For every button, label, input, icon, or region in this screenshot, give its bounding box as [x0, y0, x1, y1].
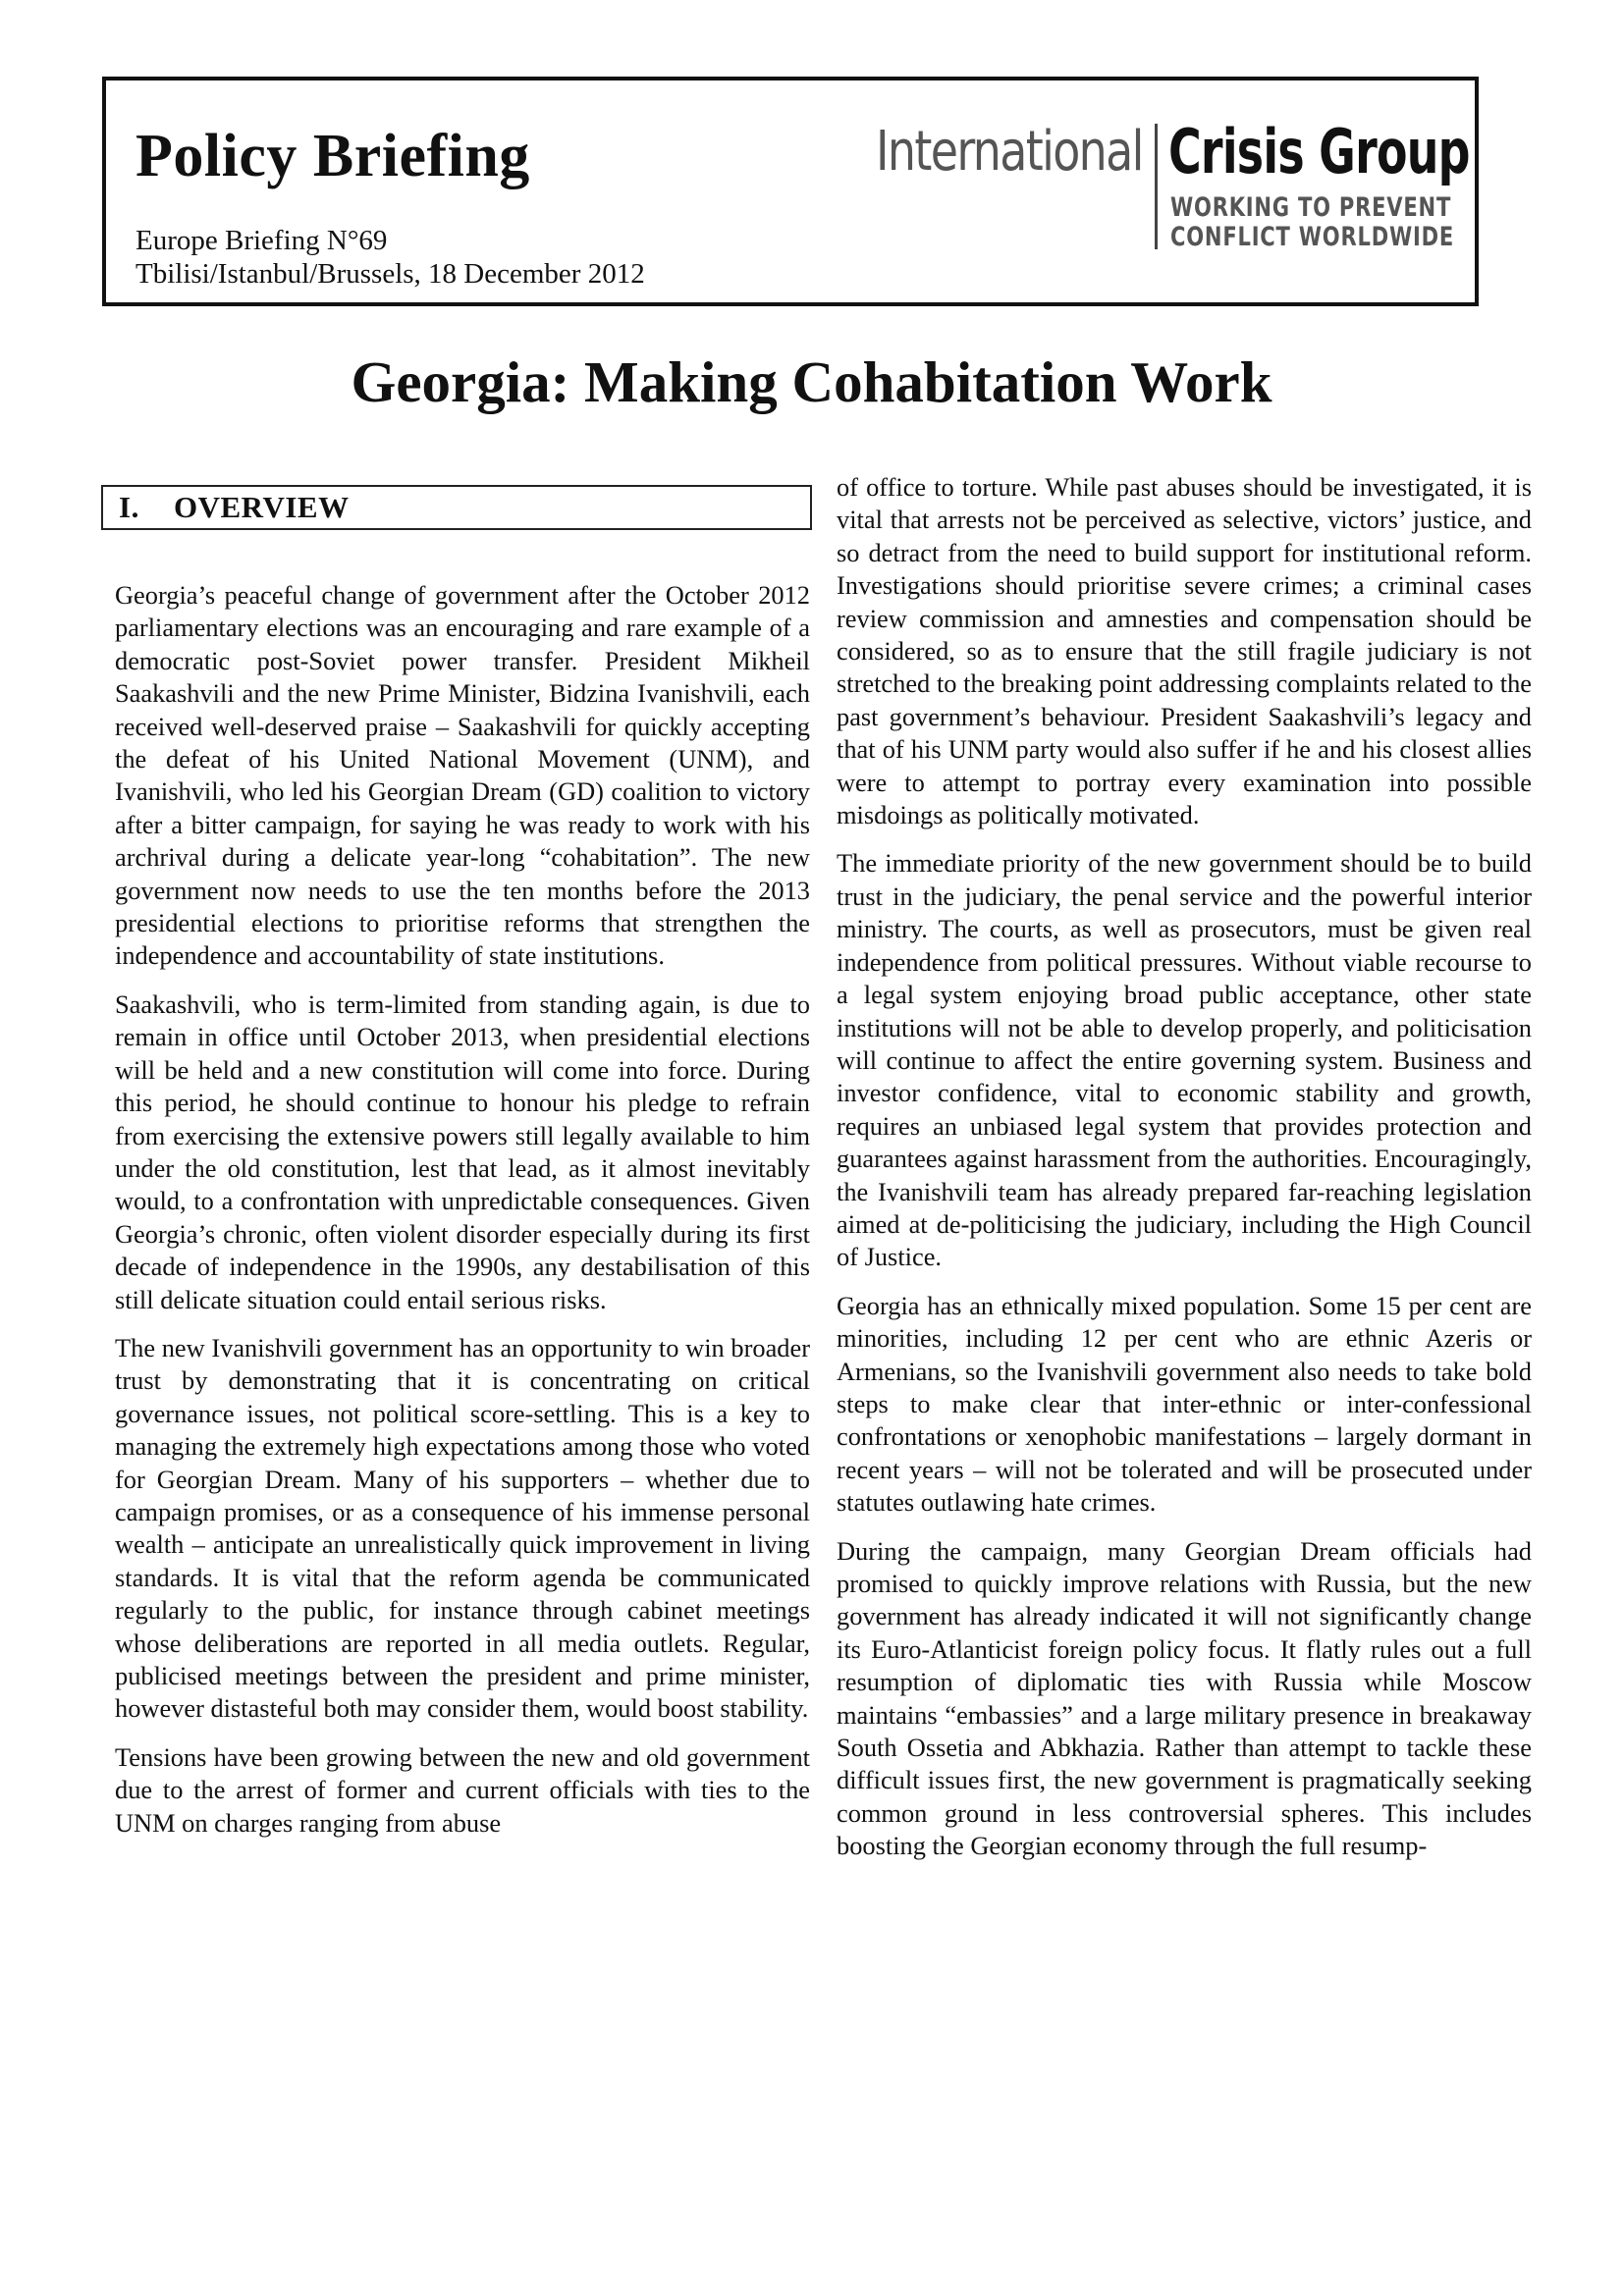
crisis-group-logo	[876, 116, 1470, 257]
paragraph: The immediate priority of the new government should be to build trust in the judiciary, the penal service and the powerful interior ministry. The courts, as well as prosecutors, must be given real independence from political pressures. Without viable recourse to a legal system enjoying broad public acceptance, other state institutions will not be able to develop properly, and politicisation will continue to affect the entire governing system. Business and investor confidence, vital to economic stability and growth, requires an unbiased legal system that provides protection and guarantees against harassment from the authorities. Encouragingly, the Ivanishvili team has already prepared far-reaching legislation aimed at de-politicising the judiciary, including the High Council of Justice.	[837, 848, 1532, 1272]
logo-tagline-line1: WORKING TO PREVENT	[1170, 192, 1452, 223]
place-and-date: Tbilisi/Istanbul/Brussels, 18 December 2012	[135, 258, 645, 290]
paragraph: Saakashvili, who is term-limited from standing again, is due to remain in office until October 2013, when presidential elections will be held and a new constitution will come into force. During this period, he should continue to honour his pledge to refrain from exercising the extensive powers still legally available to him under the old constitution, lest that lead, as it almost inevitably would, to a confrontation with unpredictable consequences. Given Georgia’s chronic, often violent disorder especially during its first decade of independence in the 1990s, any destabilisation of this still delicate situation could entail serious risks.	[115, 988, 810, 1314]
section-heading-text: OVERVIEW	[174, 490, 350, 524]
right-column	[837, 471, 1532, 1879]
header-box	[102, 77, 1479, 306]
left-column	[115, 471, 810, 1855]
paragraph: During the campaign, many Georgian Dream officials had promised to quickly improve relations with Russia, but the new government has already indicated it will not significantly change its Euro-Atlanticist foreign policy focus. It flatly rules out a full resumption of diplomatic ties with Russia while Moscow maintains “embassies” and a large military presence in breakaway South Ossetia and Abkhazia. Rather than attempt to tackle these difficult issues first, the new government is pragmatically seeking common ground in less controversial spheres. This includes boosting the Georgian economy through the full resump-	[837, 1535, 1532, 1861]
paragraph: The new Ivanishvili government has an opportunity to win broader trust by demonstrating that it is concentrating on critical governance issues, not political score-settling. This is a key to managing the extremely high expectations among those who voted for Georgian Dream. Many of his supporters – whether due to campaign promises, or as a consequence of his immense personal wealth – anticipate an unrealistically quick improvement in living standards. It is vital that the reform agenda be communicated regularly to the public, for instance through cabinet meetings whose deliberations are reported in all media outlets. Regular, publicised meetings between the president and prime minister, however distasteful both may consider them, would boost stability.	[115, 1332, 810, 1724]
logo-tagline-line2: CONFLICT WORLDWIDE	[1170, 222, 1455, 252]
publication-type-title: Policy Briefing	[135, 123, 530, 189]
paragraph: Georgia has an ethnically mixed population. Some 15 per cent are minorities, including 12 per cent who are ethnic Azeris or Armenians, so the Ivanishvili government also needs to take bold steps to make clear that inter-ethnic or inter-confessional confrontations or xenophobic manifestations – largely dormant in recent years – will not be tolerated and will be prosecuted under statutes outlawing hate crimes.	[837, 1290, 1532, 1518]
paragraph: Georgia’s peaceful change of government after the October 2012 parliamentary elections was an encouraging and rare example of a democratic post-Soviet power transfer. President Mikheil Saakashvili and the new Prime Minister, Bidzina Ivanishvili, each received well-deserved praise – Saakashvili for quickly accepting the defeat of his United National Movement (UNM), and Ivanishvili, who led his Georgian Dream (GD) coalition to victory after a bitter campaign, for saying he was ready to work with his archrival during a delicate year-long “cohabitation”. The new government now needs to use the ten months before the 2013 presidential elections to prioritise reforms that strengthen the independence and accountability of state institutions.	[115, 580, 810, 971]
briefing-number: Europe Briefing N°69	[135, 225, 388, 256]
paragraph: Tensions have been growing between the new and old government due to the arrest of former and current officials with ties to the UNM on charges ranging from abuse	[115, 1741, 810, 1838]
paragraph: of office to torture. While past abuses should be investigated, it is vital that arrests not be perceived as selective, victors’ justice, and so detract from the need to build support for institutional reform. Investigations should prioritise severe crimes; a criminal cases review commission and amnesties and compensation should be considered, so as to ensure that the still fragile judiciary is not stretched to the breaking point addressing complaints related to the past government’s behaviour. President Saakashvili’s legacy and that of his UNM party would also suffer if he and his closest allies were to attempt to portray every examination into possible misdoings as politically motivated.	[837, 472, 1532, 830]
section-number: I.	[119, 490, 139, 524]
logo-divider	[1155, 124, 1158, 249]
document-title: Georgia: Making Cohabitation Work	[351, 349, 1272, 414]
logo-word-international: International	[876, 120, 1143, 184]
logo-word-crisis-group: Crisis Group	[1168, 116, 1470, 187]
